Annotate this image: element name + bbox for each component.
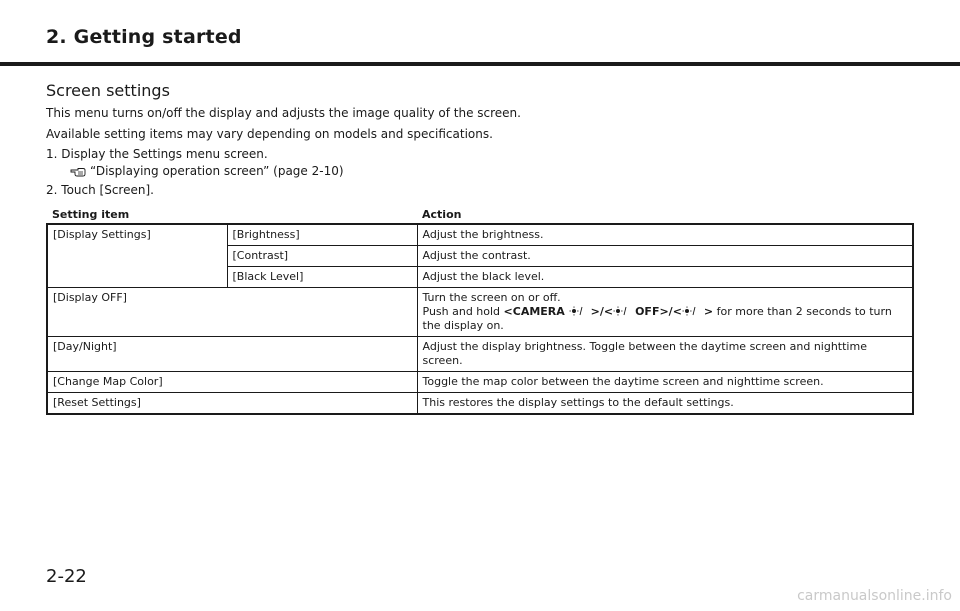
settings-table [46, 206, 914, 415]
table-row [47, 337, 913, 372]
push-prefix: Push and hold [422, 305, 504, 318]
cell-change-map-color: [Change Map Color] [47, 372, 417, 393]
button-sep: >/< [590, 305, 614, 318]
cell-contrast: [Contrast] [227, 246, 417, 267]
header-setting-item: Setting item [52, 208, 130, 221]
chapter-title: 2. Getting started [46, 26, 242, 48]
display-off-line1: Turn the screen on or off. [422, 291, 561, 304]
push-suffix: for more than 2 seconds to turn the display on. [422, 305, 892, 332]
table-row [47, 393, 913, 415]
step-number: 2. [46, 183, 58, 197]
reference-text: “Displaying operation screen” (page 2-10) [90, 164, 344, 178]
step-number: 1. [46, 147, 58, 161]
step-1 [46, 147, 268, 161]
intro-text: This menu turns on/off the display and adjusts the image quality of the screen. [46, 106, 521, 120]
step-2 [46, 183, 154, 197]
note-text: Available setting items may vary depending on models and specifications. [46, 127, 493, 141]
cell-contrast-action: Adjust the contrast. [417, 246, 913, 267]
cell-black-level-action: Adjust the black level. [417, 267, 913, 288]
cell-reset-settings: [Reset Settings] [47, 393, 417, 415]
pointing-hand-icon [70, 165, 86, 177]
day-night-icon [613, 306, 635, 316]
cell-reset-settings-action: This restores the display settings to the default settings. [417, 393, 913, 415]
camera-button-label: <CAMERA [503, 305, 569, 318]
header-rule [0, 62, 960, 66]
cell-display-off-action [417, 288, 913, 337]
section-title: Screen settings [46, 81, 170, 100]
cell-black-level: [Black Level] [227, 267, 417, 288]
cell-day-night: [Day/Night] [47, 337, 417, 372]
cell-day-night-action: Adjust the display brightness. Toggle between the daytime screen and nighttime screen. [417, 337, 913, 372]
table-header-row [47, 206, 913, 224]
watermark: carmanualsonline.info [797, 588, 952, 604]
cell-display-off: [Display OFF] [47, 288, 417, 337]
cell-change-map-color-action: Toggle the map color between the daytime screen and nighttime screen. [417, 372, 913, 393]
button-close: > [703, 305, 714, 318]
step-text: Display the Settings menu screen. [61, 147, 268, 161]
table-row [47, 224, 913, 246]
step-text: Touch [Screen]. [61, 183, 154, 197]
day-night-icon [682, 306, 704, 316]
page-reference[interactable] [70, 164, 344, 178]
off-button-label: OFF>/< [635, 305, 682, 318]
cell-brightness: [Brightness] [227, 224, 417, 246]
cell-display-settings: [Display Settings] [47, 224, 227, 288]
day-night-icon [569, 306, 591, 316]
cell-brightness-action: Adjust the brightness. [417, 224, 913, 246]
page-number: 2-22 [46, 566, 87, 587]
table-row [47, 372, 913, 393]
header-action: Action [422, 208, 462, 221]
table-row [47, 288, 913, 337]
